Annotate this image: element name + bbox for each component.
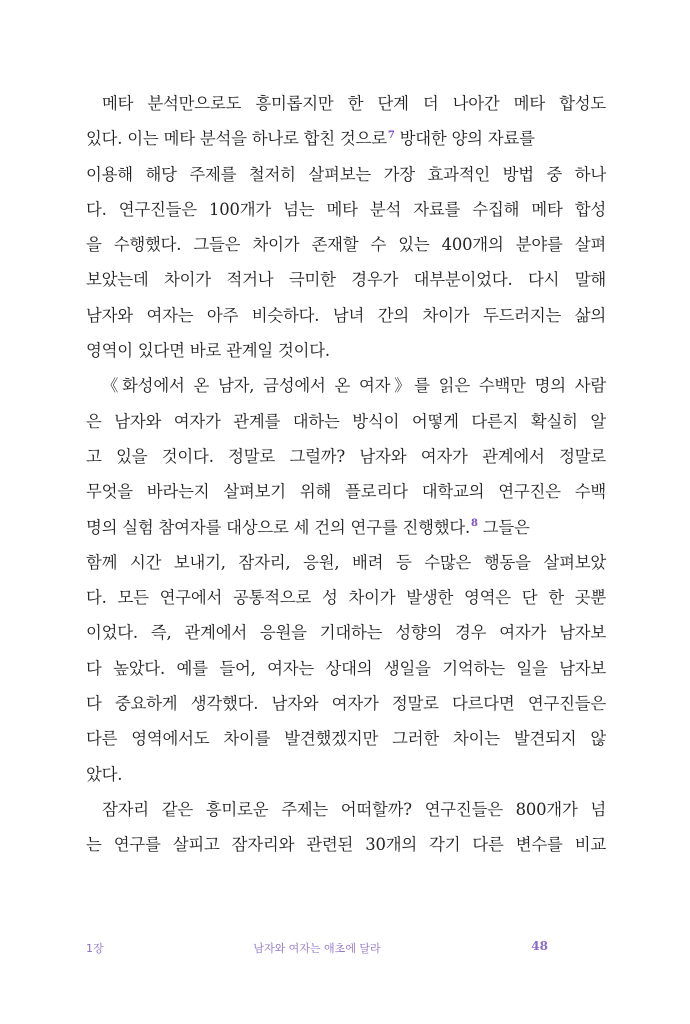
page-footer (86, 940, 548, 960)
text-line (86, 827, 606, 862)
line-text: 는 연구를 살피고 잠자리와 관련된 30개의 각기 다른 변수를 비교 (86, 835, 606, 855)
text-line (86, 686, 606, 721)
text-line (86, 651, 606, 686)
line-text-continued: 방대한 양의 자료를 (394, 129, 535, 149)
text-line (86, 757, 606, 792)
text-line (86, 192, 606, 227)
line-text: 무엇을 바라는지 살펴보기 위해 플로리다 대학교의 연구진은 수백 (86, 482, 606, 502)
text-line (86, 157, 606, 192)
text-line (86, 439, 606, 474)
text-line (86, 545, 606, 580)
line-text: 이었다. 즉, 관계에서 응원을 기대하는 성향의 경우 여자가 남자보 (86, 623, 606, 643)
chapter-label: 1장 (86, 942, 104, 955)
line-text: 메타 분석만으로도 흥미롭지만 한 단계 더 나아간 메타 합성도 (102, 94, 606, 113)
text-line (86, 792, 606, 827)
line-text: 았다. (86, 764, 123, 784)
line-text: 영역이 있다면 바로 관계일 것이다. (86, 341, 330, 361)
line-text-continued: 그들은 (477, 517, 530, 537)
line-text: 명의 실험 참여자를 대상으로 세 건의 연구를 진행했다. (86, 517, 471, 537)
text-line (86, 580, 606, 615)
line-text: 다 높았다. 예를 들어, 여자는 상대의 생일을 기억하는 일을 남자보 (86, 658, 606, 678)
text-line (86, 262, 606, 297)
text-line (86, 86, 606, 121)
page-number: 48 (531, 939, 548, 953)
line-text: 다. 모든 연구에서 공통적으로 성 차이가 발생한 영역은 단 한 곳뿐 (86, 588, 606, 608)
page-body (86, 86, 606, 863)
running-title: 남자와 여자는 애초에 달라 (253, 942, 381, 955)
text-line (86, 368, 606, 403)
footnote-marker[interactable]: 7 (387, 129, 395, 141)
text-line (86, 510, 606, 545)
line-text: 보았는데 차이가 적거나 극미한 경우가 대부분이었다. 다시 말해 (86, 270, 606, 290)
footnote-marker[interactable]: 8 (471, 518, 478, 530)
line-text: 을 수행했다. 그들은 차이가 존재할 수 있는 400개의 분야를 살펴 (86, 235, 606, 255)
line-text: 이용해 해당 주제를 철저히 살펴보는 가장 효과적인 방법 중 하나 (86, 164, 606, 184)
text-line (86, 721, 606, 756)
text-line (86, 404, 606, 439)
line-text: 함께 시간 보내기, 잠자리, 응원, 배려 등 수많은 행동을 살펴보았 (86, 552, 606, 572)
line-text: 다. 연구진들은 100개가 넘는 메타 분석 자료를 수집해 메타 합성 (86, 199, 606, 219)
line-text: 은 남자와 여자가 관계를 대하는 방식이 어떻게 다른지 확실히 알 (86, 411, 606, 431)
text-line (86, 298, 606, 333)
text-line (86, 121, 606, 156)
line-text: 잠자리 같은 흥미로운 주제는 어떠할까? 연구진들은 800개가 넘 (102, 799, 606, 819)
line-text: 《화성에서 온 남자, 금성에서 온 여자》를 읽은 수백만 명의 사람 (102, 376, 606, 396)
line-text: 있다. 이는 메타 분석을 하나로 합친 것으로 (86, 129, 387, 149)
line-text: 다른 영역에서도 차이를 발견했겠지만 그러한 차이는 발견되지 않 (86, 729, 606, 749)
text-line (86, 227, 606, 262)
line-text: 남자와 여자는 아주 비슷하다. 남녀 간의 차이가 두드러지는 삶의 (86, 305, 606, 325)
line-text: 다 중요하게 생각했다. 남자와 여자가 정말로 다르다면 연구진들은 (86, 694, 606, 714)
text-line (86, 474, 606, 509)
text-line (86, 615, 606, 650)
text-line (86, 333, 606, 368)
line-text: 고 있을 것이다. 정말로 그럴까? 남자와 여자가 관계에서 정말로 (86, 446, 606, 466)
